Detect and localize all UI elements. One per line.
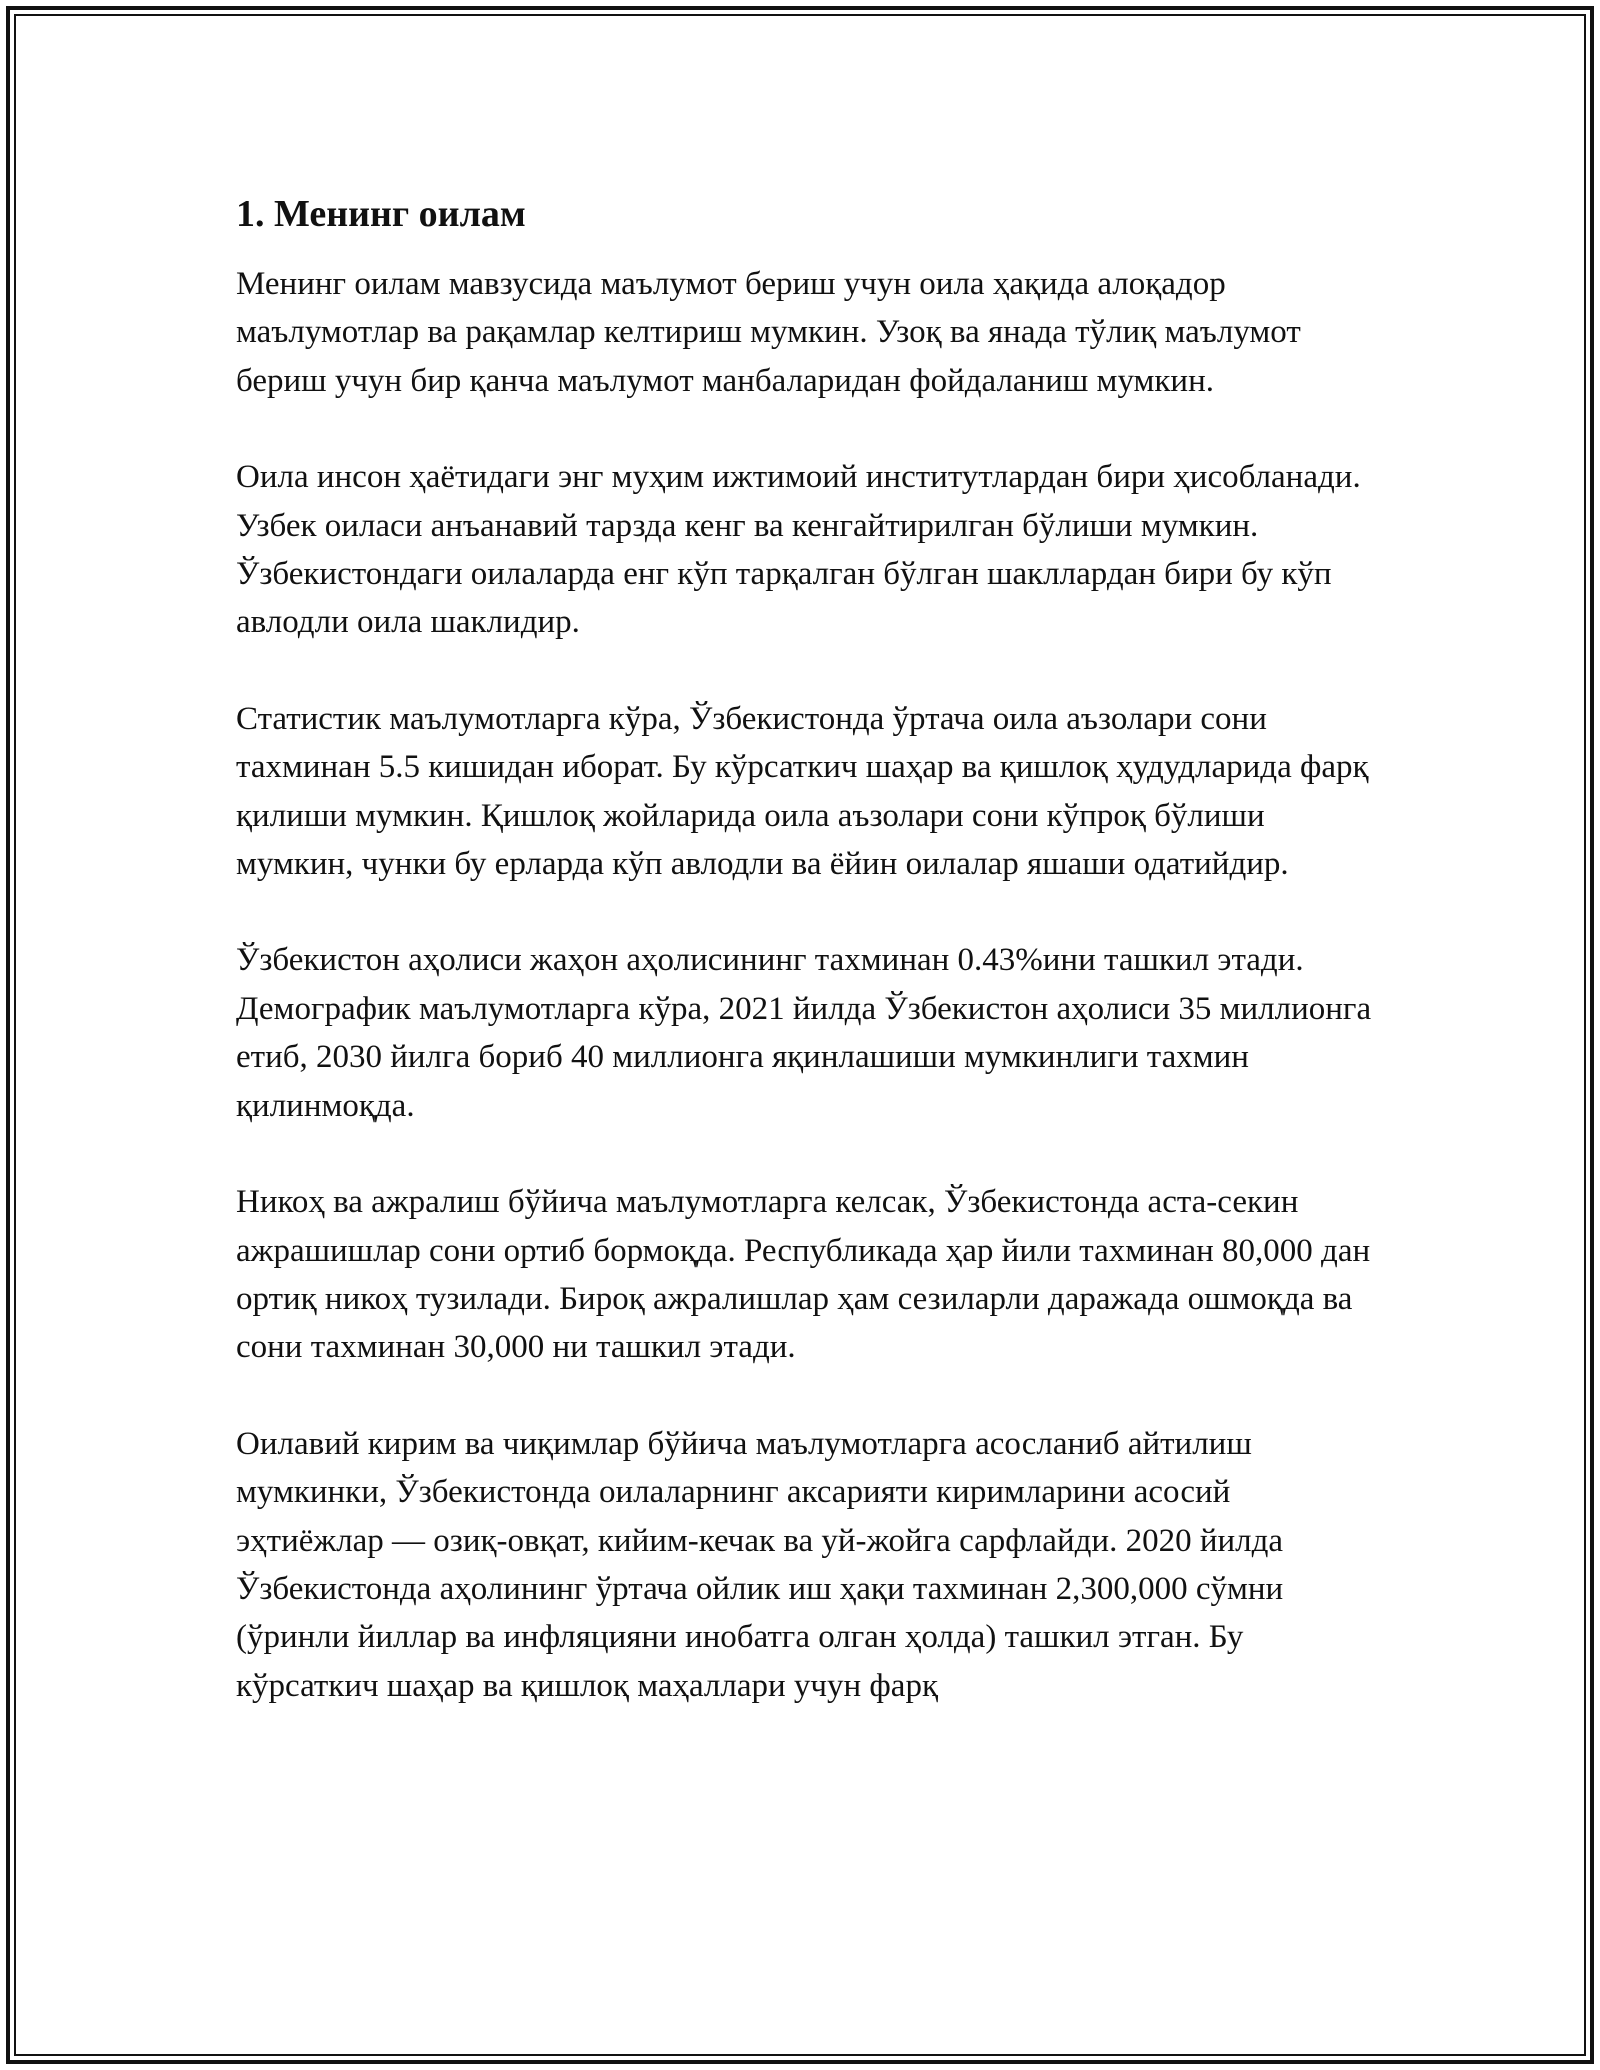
document-body <box>236 188 1376 1758</box>
paragraph-2: Оила инсон ҳаётидаги энг муҳим ижтимоий институтлардан бири ҳисобланади. Узбек оиласи анъанавий тарзда кенг ва кенгайтирилган бўлиши мумкин. Ўзбекистондаги оилаларда енг кўп тарқалган бўлган шакллардан бири бу кўп авлодли оила шаклидир. <box>236 459 1361 641</box>
paragraph-1: Менинг оилам мавзусида маълумот бериш учун оила ҳақида алоқадор маълумотлар ва рақамлар келтириш мумкин. Узоқ ва янада тўлиқ маълумот бериш учун бир қанча маълумот манбаларидан фойдаланиш мумкин. <box>236 266 1301 399</box>
paragraph-5: Никоҳ ва ажралиш бўйича маълумотларга келсак, Ўзбекистонда аста-секин ажрашишлар сони ортиб бормоқда. Республикада ҳар йили тахминан 80,000 дан ортиқ никоҳ тузилади. Бироқ ажралишлар ҳам сезиларли даражада ошмоқда ва сони тахминан 30,000 ни ташкил этади. <box>236 1184 1371 1366</box>
section-title: 1. Менинг оилам <box>236 193 526 235</box>
paragraph-3: Статистик маълумотларга кўра, Ўзбекистонда ўртача оила аъзолари сони тахминан 5.5 кишидан иборат. Бу кўрсаткич шаҳар ва қишлоқ ҳудудларида фарқ қилиши мумкин. Қишлоқ жойларида оила аъзолари сони кўпроқ бўлиши мумкин, чунки бу ерларда кўп авлодли ва ёйин оилалар яшаши одатийдир. <box>236 700 1369 883</box>
paragraph-6: Оилавий кирим ва чиқимлар бўйича маълумотларга асосланиб айтилиш мумкинки, Ўзбекистонда оилаларнинг аксарияти киримларини асосий эҳтиёжлар — озиқ-овқат, кийим-кечак ва уй-жойга сарфлайди. 2020 йилда Ўзбекистонда аҳолининг ўртача ойлик иш ҳақи тахминан 2,300,000 сўмни (ўринли йиллар ва инфляцияни инобатга олган ҳолда) ташкил этган. Бу кўрсаткич шаҳар ва қишлоқ маҳаллари учун фарқ <box>236 1425 1284 1704</box>
paragraph-4: Ўзбекистон аҳолиси жаҳон аҳолисининг тахминан 0.43%ини ташкил этади. Демографик маълумотларга кўра, 2021 йилда Ўзбекистон аҳолиси 35 миллионга етиб, 2030 йилга бориб 40 миллионга яқинлашиши мумкинлиги тахмин қилинмоқда. <box>236 942 1372 1124</box>
